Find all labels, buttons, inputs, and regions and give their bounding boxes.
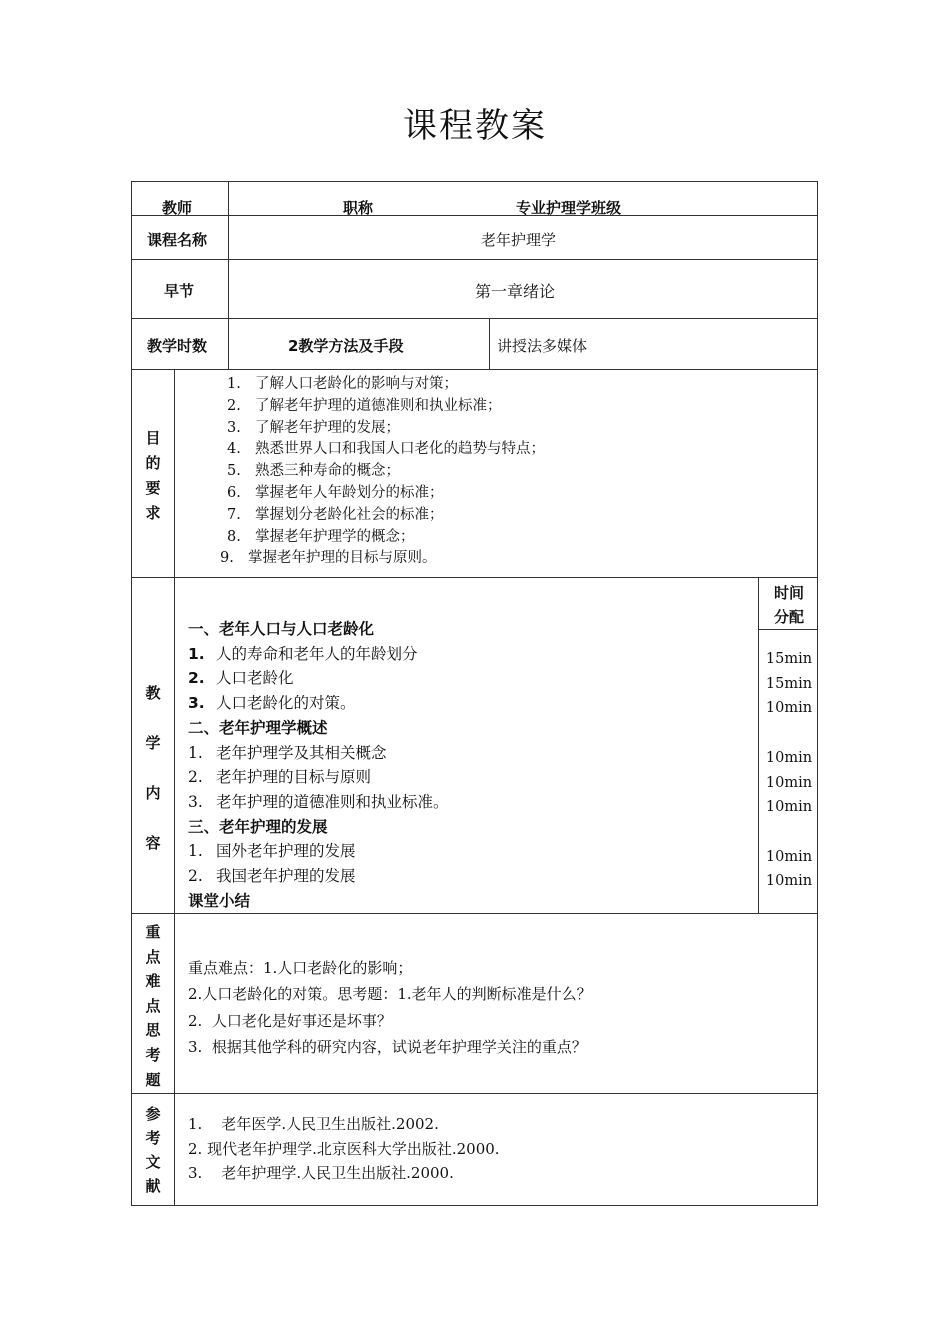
list-item: 2. 老年护理的目标与原则 [188,768,372,787]
time-value: 10min [765,774,813,791]
rank-label: 职称 [343,199,374,217]
objectives-label: 目 的 要 求 [145,429,161,522]
list-item: 3. 人口老龄化的对策。 [188,694,356,713]
time-value: 10min [765,873,813,890]
content-label: 教 学 内 容 [145,684,161,852]
list-item: 6. 掌握老年人年龄划分的标准； [227,484,444,501]
list-item: 9. 掌握老年护理的目标与原则。 [220,550,437,567]
list-item: 2. 了解老年护理的道德准则和执业标准； [227,397,502,414]
method-value: 讲授法多媒体 [497,337,588,355]
course-name-value: 老年护理学 [481,231,557,249]
time-value: 10min [765,749,813,766]
list-item: 1. 了解人口老龄化的影响与对策； [227,376,458,392]
chapter-label: 早节 [164,282,195,300]
list-item: 1. 人的寿命和老年人的年龄划分 [188,644,418,663]
major-class-label: 专业护理学班级 [516,199,622,217]
section-heading: 二、老年护理学概述 [188,718,328,737]
time-allocation-header: 时间 分配 [773,584,804,626]
chapter-value: 第一章绪论 [475,282,556,301]
list-item: 1. 国外老年护理的发展 [188,842,356,861]
content-outline [188,617,449,913]
section-heading: 一、老年人口与人口老龄化 [188,620,375,638]
page-title: 课程教案 [403,106,547,146]
list-item: 3. 了解老年护理的发展； [227,419,400,436]
time-value: 10min [765,700,813,717]
time-values [760,647,818,894]
course-name-label: 课程名称 [147,231,208,249]
keypoints-text: 重点难点：1.人口老龄化的影响； 2.人口老龄化的对策。思考题：1.老年人的判断标准是什么？ 2. 人口老化是好事还是坏事？ 3. 根据其他学科的研究内容，试说老年护理学关注的重点？ [188,959,592,1056]
list-item: 4. 熟悉世界人口和我国人口老化的趋势与特点； [227,441,545,458]
hours-label: 教学时数 [147,337,208,355]
teacher-label: 教师 [162,199,193,217]
list-item: 8. 掌握老年护理学的概念； [227,528,415,545]
reference-item: 3. 老年护理学.人民卫生出版社.2000. [188,1164,454,1182]
references-list [188,1112,500,1186]
time-value: 10min [765,848,813,865]
keypoints-label: 重 点 难 点 思 考 题 [145,923,161,1089]
time-value: 15min [765,651,813,667]
objectives-list [220,374,545,570]
section-heading: 三、老年护理的发展 [188,817,328,836]
list-item: 2. 人口老龄化 [188,669,294,688]
time-value: 15min [765,675,813,692]
list-item: 3. 老年护理的道德准则和执业标准。 [188,792,449,811]
list-item: 2. 我国老年护理的发展 [188,867,356,886]
reference-item: 2. 现代老年护理学.北京医科大学出版社.2000. [188,1139,500,1158]
hours-method-label: 2教学方法及手段 [288,337,404,355]
references-label: 参 考 文 献 [145,1105,161,1195]
list-item: 1. 老年护理学及其相关概念 [188,743,387,762]
time-value: 10min [765,799,813,816]
reference-item: 1. 老年医学.人民卫生出版社.2002. [188,1115,439,1133]
summary-heading: 课堂小结 [188,891,251,910]
list-item: 7. 掌握划分老龄化社会的标准； [227,506,444,523]
list-item: 5. 熟悉三种寿命的概念； [227,463,400,480]
